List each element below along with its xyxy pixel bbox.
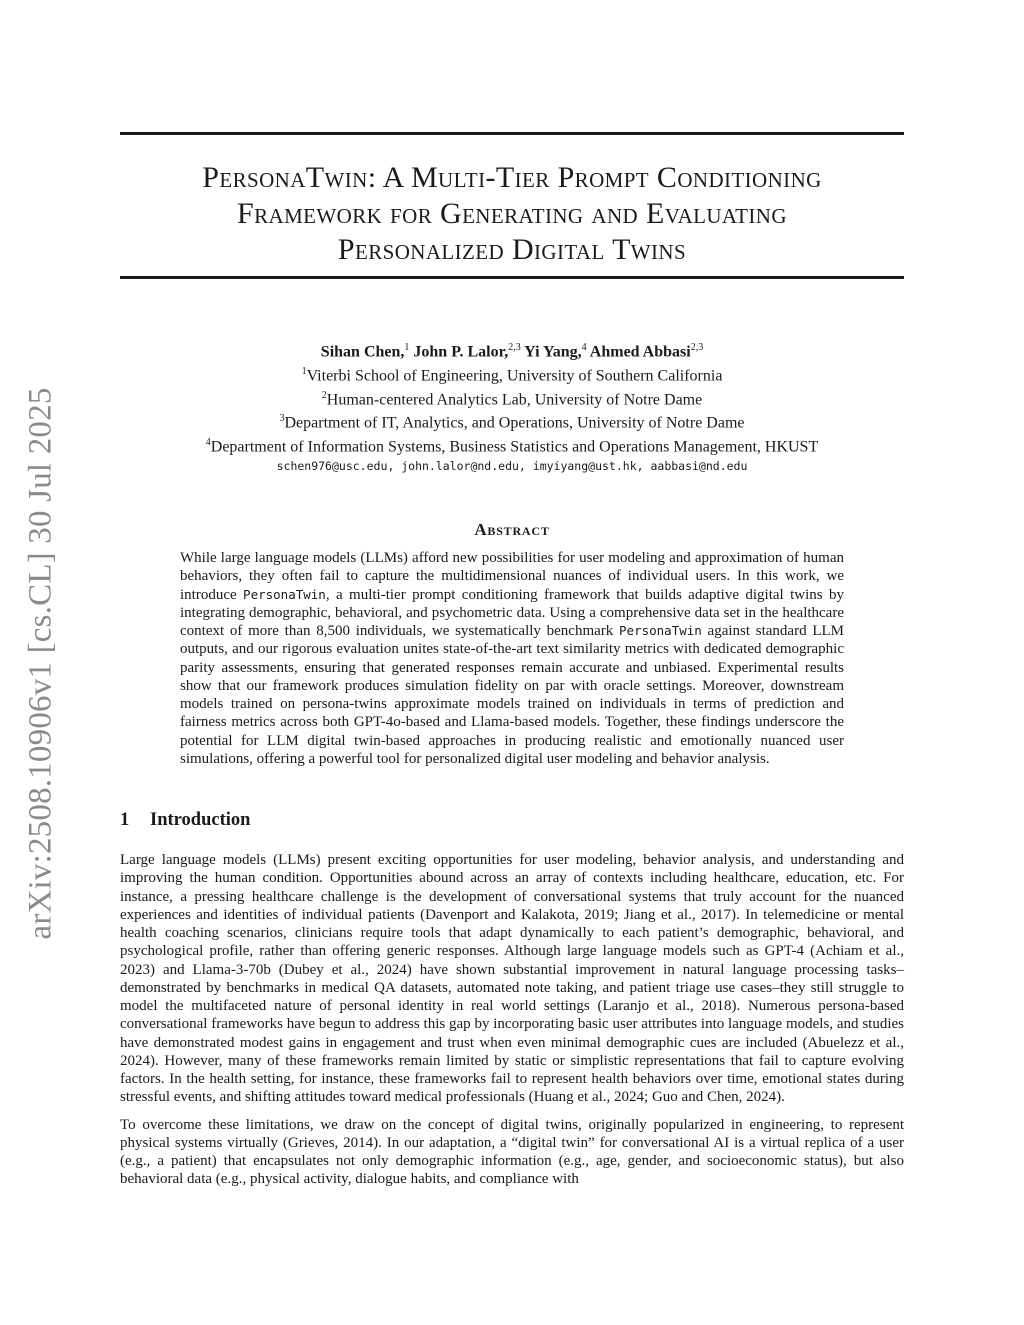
affiliation-marker: 4 xyxy=(205,437,211,449)
affiliation-text: Viterbi School of Engineering, University of Southern California xyxy=(306,367,723,385)
abstract-text: , a multi-tier prompt conditioning framework that builds adaptive digital twins by integrating demographic, behavioral, and psychometric data. Using a comprehensive data set in the healthcare context of more than 8,500 individuals, we systematically benchmark xyxy=(180,586,844,639)
title-top-rule xyxy=(120,132,904,135)
title-line-1: PersonaTwin: A Multi-Tier Prompt Conditioning xyxy=(202,161,822,194)
section-number: 1 xyxy=(120,810,130,830)
abstract-heading: Abstract xyxy=(474,520,550,539)
paper-title xyxy=(120,160,904,268)
abstract-text: While large language models (LLMs) afford new possibilities for user modeling and approximation of human behaviors, they often fail to capture the multidimensional nuances of individual users. In this work, we introduce xyxy=(180,550,844,603)
framework-name-code: PersonaTwin xyxy=(243,586,326,602)
affiliation-marker: 3 xyxy=(279,413,285,425)
author-affiliation-marker: 2,3 xyxy=(690,342,704,353)
title-bottom-rule xyxy=(120,276,904,279)
introduction-body xyxy=(120,851,904,1198)
author-emails[interactable]: schen976@usc.edu, john.lalor@nd.edu, imyiyang@ust.hk, aabbasi@nd.edu xyxy=(276,459,748,474)
affiliation-line xyxy=(120,433,904,457)
abstract-text: against standard LLM outputs, and our rigorous evaluation unites state-of-the-art text similarity metrics with dedicated demographic parity assessments, ensuring that generated responses remain accurate and unbiased. Experimental results show that our framework produces simulation fidelity on par with oracle settings. Moreover, downstream models trained on persona-twins approximate models trained on individuals in terms of prediction and fairness metrics across both GPT-4o-based and Llama-based models. Together, these findings underscore the potential for LLM digital twin-based approaches in producing realistic and emotionally nuanced user simulations, offering a powerful tool for personalized digital user modeling and behavior analysis. xyxy=(180,623,844,767)
author-names xyxy=(120,338,904,362)
title-line-3: Personalized Digital Twins xyxy=(337,233,687,266)
framework-name-code: PersonaTwin xyxy=(619,623,702,638)
author-affiliation-marker: 1 xyxy=(404,342,410,353)
affiliation-line xyxy=(120,362,904,386)
arxiv-identifier: arXiv:2508.10906v1 [cs.CL] 30 Jul 2025 xyxy=(22,386,59,940)
affiliation-line xyxy=(120,409,904,433)
section-heading-introduction xyxy=(120,810,250,831)
affiliation-text: Department of IT, Analytics, and Operations, University of Notre Dame xyxy=(284,414,745,432)
affiliation-marker: 1 xyxy=(301,365,307,377)
author-block xyxy=(120,338,904,475)
arxiv-identifier-sidebar xyxy=(12,378,70,948)
title-line-2: Framework for Generating and Evaluating xyxy=(237,197,787,230)
affiliation-text: Human-centered Analytics Lab, University of Notre Dame xyxy=(326,390,703,408)
affiliation-line xyxy=(120,386,904,410)
author-name: Sihan Chen, xyxy=(320,343,405,361)
section-title: Introduction xyxy=(150,810,251,830)
author-affiliation-marker: 4 xyxy=(581,342,587,353)
affiliation-marker: 2 xyxy=(321,389,327,401)
body-paragraph: Large language models (LLMs) present exciting opportunities for user modeling, behavior analysis, and understanding and improving the human condition. Opportunities abound across an array of contexts including healthcare, education, etc. For instance, a pressing healthcare challenge is the development of conversational systems that truly account for the nuanced experiences and identities of individual patients (Davenport and Kalakota, 2019; Jiang et al., 2017). In telemedicine or mental health coaching scenarios, clinicians require tools that adapt dynamically to each patient’s demographic, behavioral, and psychological profile, rather than offering generic responses. Although large language models such as GPT-4 (Achiam et al., 2023) and Llama-3-70b (Dubey et al., 2024) have shown substantial improvement in natural language processing tasks–demonstrated by benchmarks in medical QA datasets, automated note taking, and patient triage use cases–they still struggle to model the multifaceted nature of personal identity in real world settings (Laranjo et al., 2018). Numerous persona-based conversational frameworks have begun to address this gap by incorporating basic user attributes into language models, and studies have demonstrated modest gains in engagement and trust when even minimal demographic cues are included (Abuelezz et al., 2024). However, many of these frameworks remain limited by static or simplistic representations that fail to capture evolving factors. In the health setting, for instance, these frameworks fail to represent health behaviors over time, emotional states during stressful events, and shifting attitudes toward medical professionals (Huang et al., 2024; Guo and Chen, 2024). xyxy=(120,852,904,1106)
author-name: John P. Lalor, xyxy=(413,343,509,361)
affiliation-text: Department of Information Systems, Business Statistics and Operations Management, HKUST xyxy=(210,438,819,456)
body-paragraph: To overcome these limitations, we draw on the concept of digital twins, originally popularized in engineering, to represent physical systems virtually (Grieves, 2014). In our adaptation, a “digital twin” for conversational AI is a virtual replica of a user (e.g., a patient) that encapsulates not only demographic information (e.g., age, gender, and socioeconomic status), but also behavioral data (e.g., physical activity, dialogue habits, and compliance with xyxy=(120,1116,904,1188)
author-name: Ahmed Abbasi xyxy=(589,343,691,361)
author-affiliation-marker: 2,3 xyxy=(508,342,521,353)
author-name: Yi Yang, xyxy=(524,343,582,361)
abstract-body xyxy=(180,549,844,768)
